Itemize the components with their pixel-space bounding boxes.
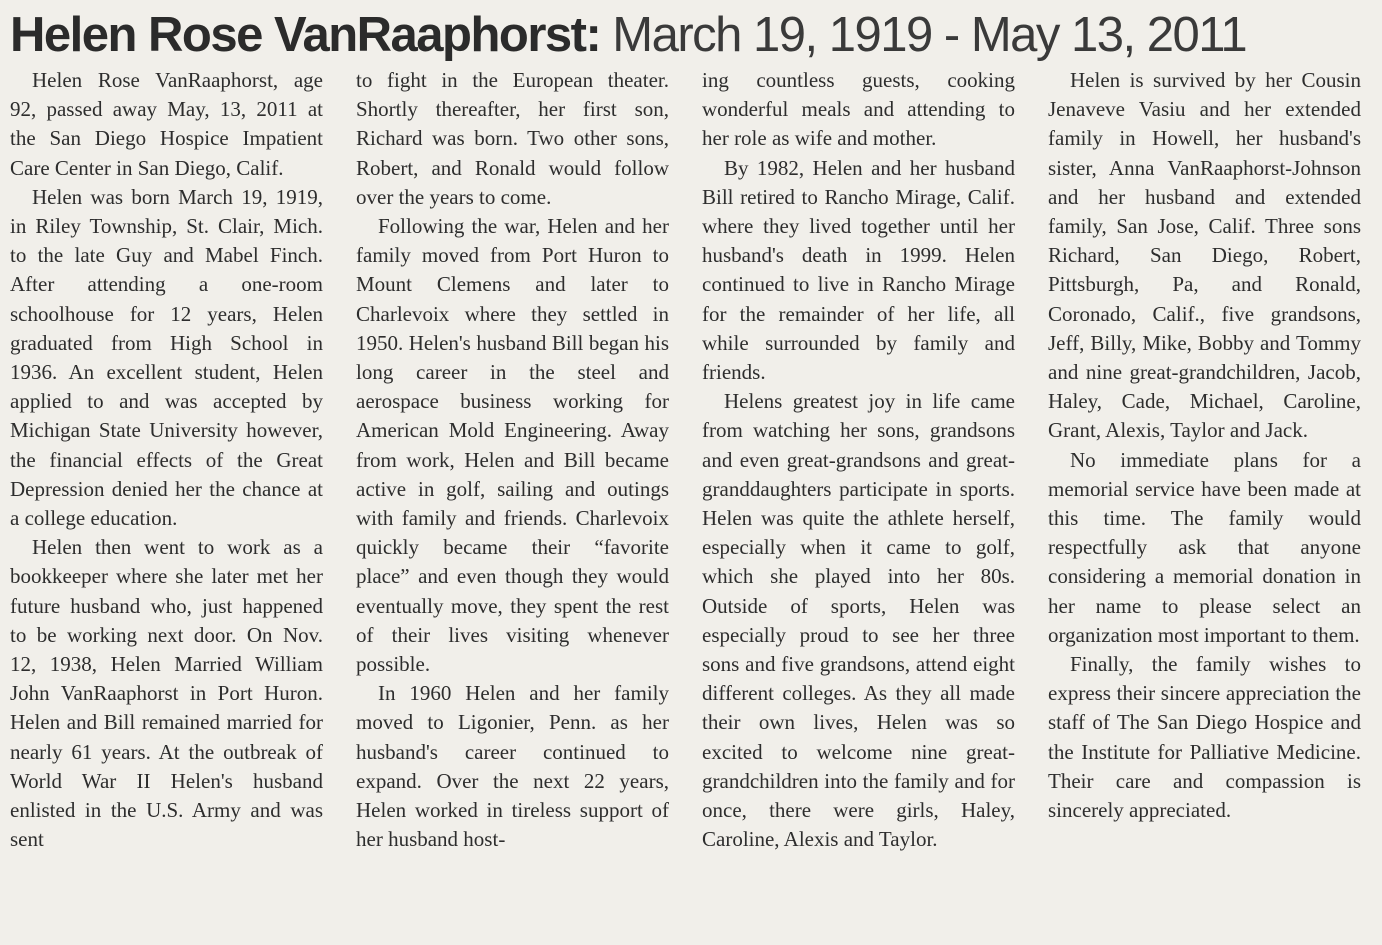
paragraph: Helen is survived by her Cousin Jenaveve Vasiu and her extended family in Howell, her husband's sister, Anna VanRaaphorst-Johnson and her husband and extended family, San Jose, Calif. Three sons Richard, San Diego, Robert, Pittsburgh, Pa, and Ronald, Coronado, Calif., five grandsons, Jeff, Billy, Mike, Bobby and Tommy and nine great-grandchildren, Jacob, Haley, Cade, Michael, Caroline, Grant, Alexis, Taylor and Jack.: [1048, 68, 1361, 443]
paragraph: Helen Rose VanRaaphorst, age 92, passed away May, 13, 2011 at the San Diego Hospice Impatient Care Center in San Diego, Calif.: [10, 68, 323, 180]
column-1: [10, 66, 323, 945]
paragraph: Following the war, Helen and her family moved from Port Huron to Mount Clemens and later to Charlevoix where they settled in 1950. Helen's husband Bill began his long career in the steel and aerospace business working for American Mold Engineering. Away from work, Helen and Bill became active in golf, sailing and outings with family and friends. Charlevoix quickly became their “favorite place” and even though they would eventually move, they spent the rest of their lives visiting whenever possible.: [356, 214, 669, 677]
paragraph: to fight in the European theater. Shortly thereafter, her first son, Richard was born. Two other sons, Robert, and Ronald would follow over the years to come.: [356, 68, 669, 209]
paragraph: Helens greatest joy in life came from watching her sons, grandsons and even great-grandsons and great-granddaughters participate in sports. Helen was quite the athlete herself, especially when it came to golf, which she played into her 80s. Outside of sports, Helen was especially proud to see her three sons and five grandsons, attend eight different colleges. As they all made their own lives, Helen was so excited to welcome nine great-grandchildren into the family and for once, there were girls, Haley, Caroline, Alexis and Taylor.: [702, 389, 1015, 852]
column-3: [702, 66, 1015, 945]
paragraph: By 1982, Helen and her husband Bill retired to Rancho Mirage, Calif. where they lived together until her husband's death in 1999. Helen continued to live in Rancho Mirage for the remainder of her life, all while surrounded by family and friends.: [702, 155, 1015, 385]
column-4: [1048, 66, 1361, 945]
headline: [10, 4, 1380, 66]
column-2: [356, 66, 669, 945]
paragraph: No immediate plans for a memorial service have been made at this time. The family would respectfully ask that anyone considering a memorial donation in her name to please select an organization most important to them.: [1048, 447, 1361, 647]
headline-dates: March 19, 1919 - May 13, 2011: [612, 8, 1247, 62]
paragraph: Helen then went to work as a bookkeeper where she later met her future husband who, just happened to be working next door. On Nov. 12, 1938, Helen Married William John VanRaaphorst in Port Huron. Helen and Bill remained married for nearly 61 years. At the outbreak of World War II Helen's husband enlisted in the U.S. Army and was sent: [10, 535, 323, 852]
headline-name: Helen Rose VanRaaphorst:: [10, 8, 601, 62]
paragraph: Finally, the family wishes to express their sincere appreciation the staff of The San Diego Hospice and the Institute for Palliative Medicine. Their care and compassion is sincerely appreciated.: [1048, 652, 1361, 823]
paragraph: ing countless guests, cooking wonderful meals and attending to her role as wife and mother.: [702, 68, 1015, 151]
paragraph: Helen was born March 19, 1919, in Riley Township, St. Clair, Mich. to the late Guy and Mabel Finch. After attending a one-room schoolhouse for 12 years, Helen graduated from High School in 1936. An excellent student, Helen applied to and was accepted by Michigan State University however, the financial effects of the Great Depression denied her the chance at a college education.: [10, 184, 323, 531]
paragraph: In 1960 Helen and her family moved to Ligonier, Penn. as her husband's career continued to expand. Over the next 22 years, Helen worked in tireless support of her husband host-: [356, 681, 669, 852]
article-columns: [10, 66, 1365, 945]
